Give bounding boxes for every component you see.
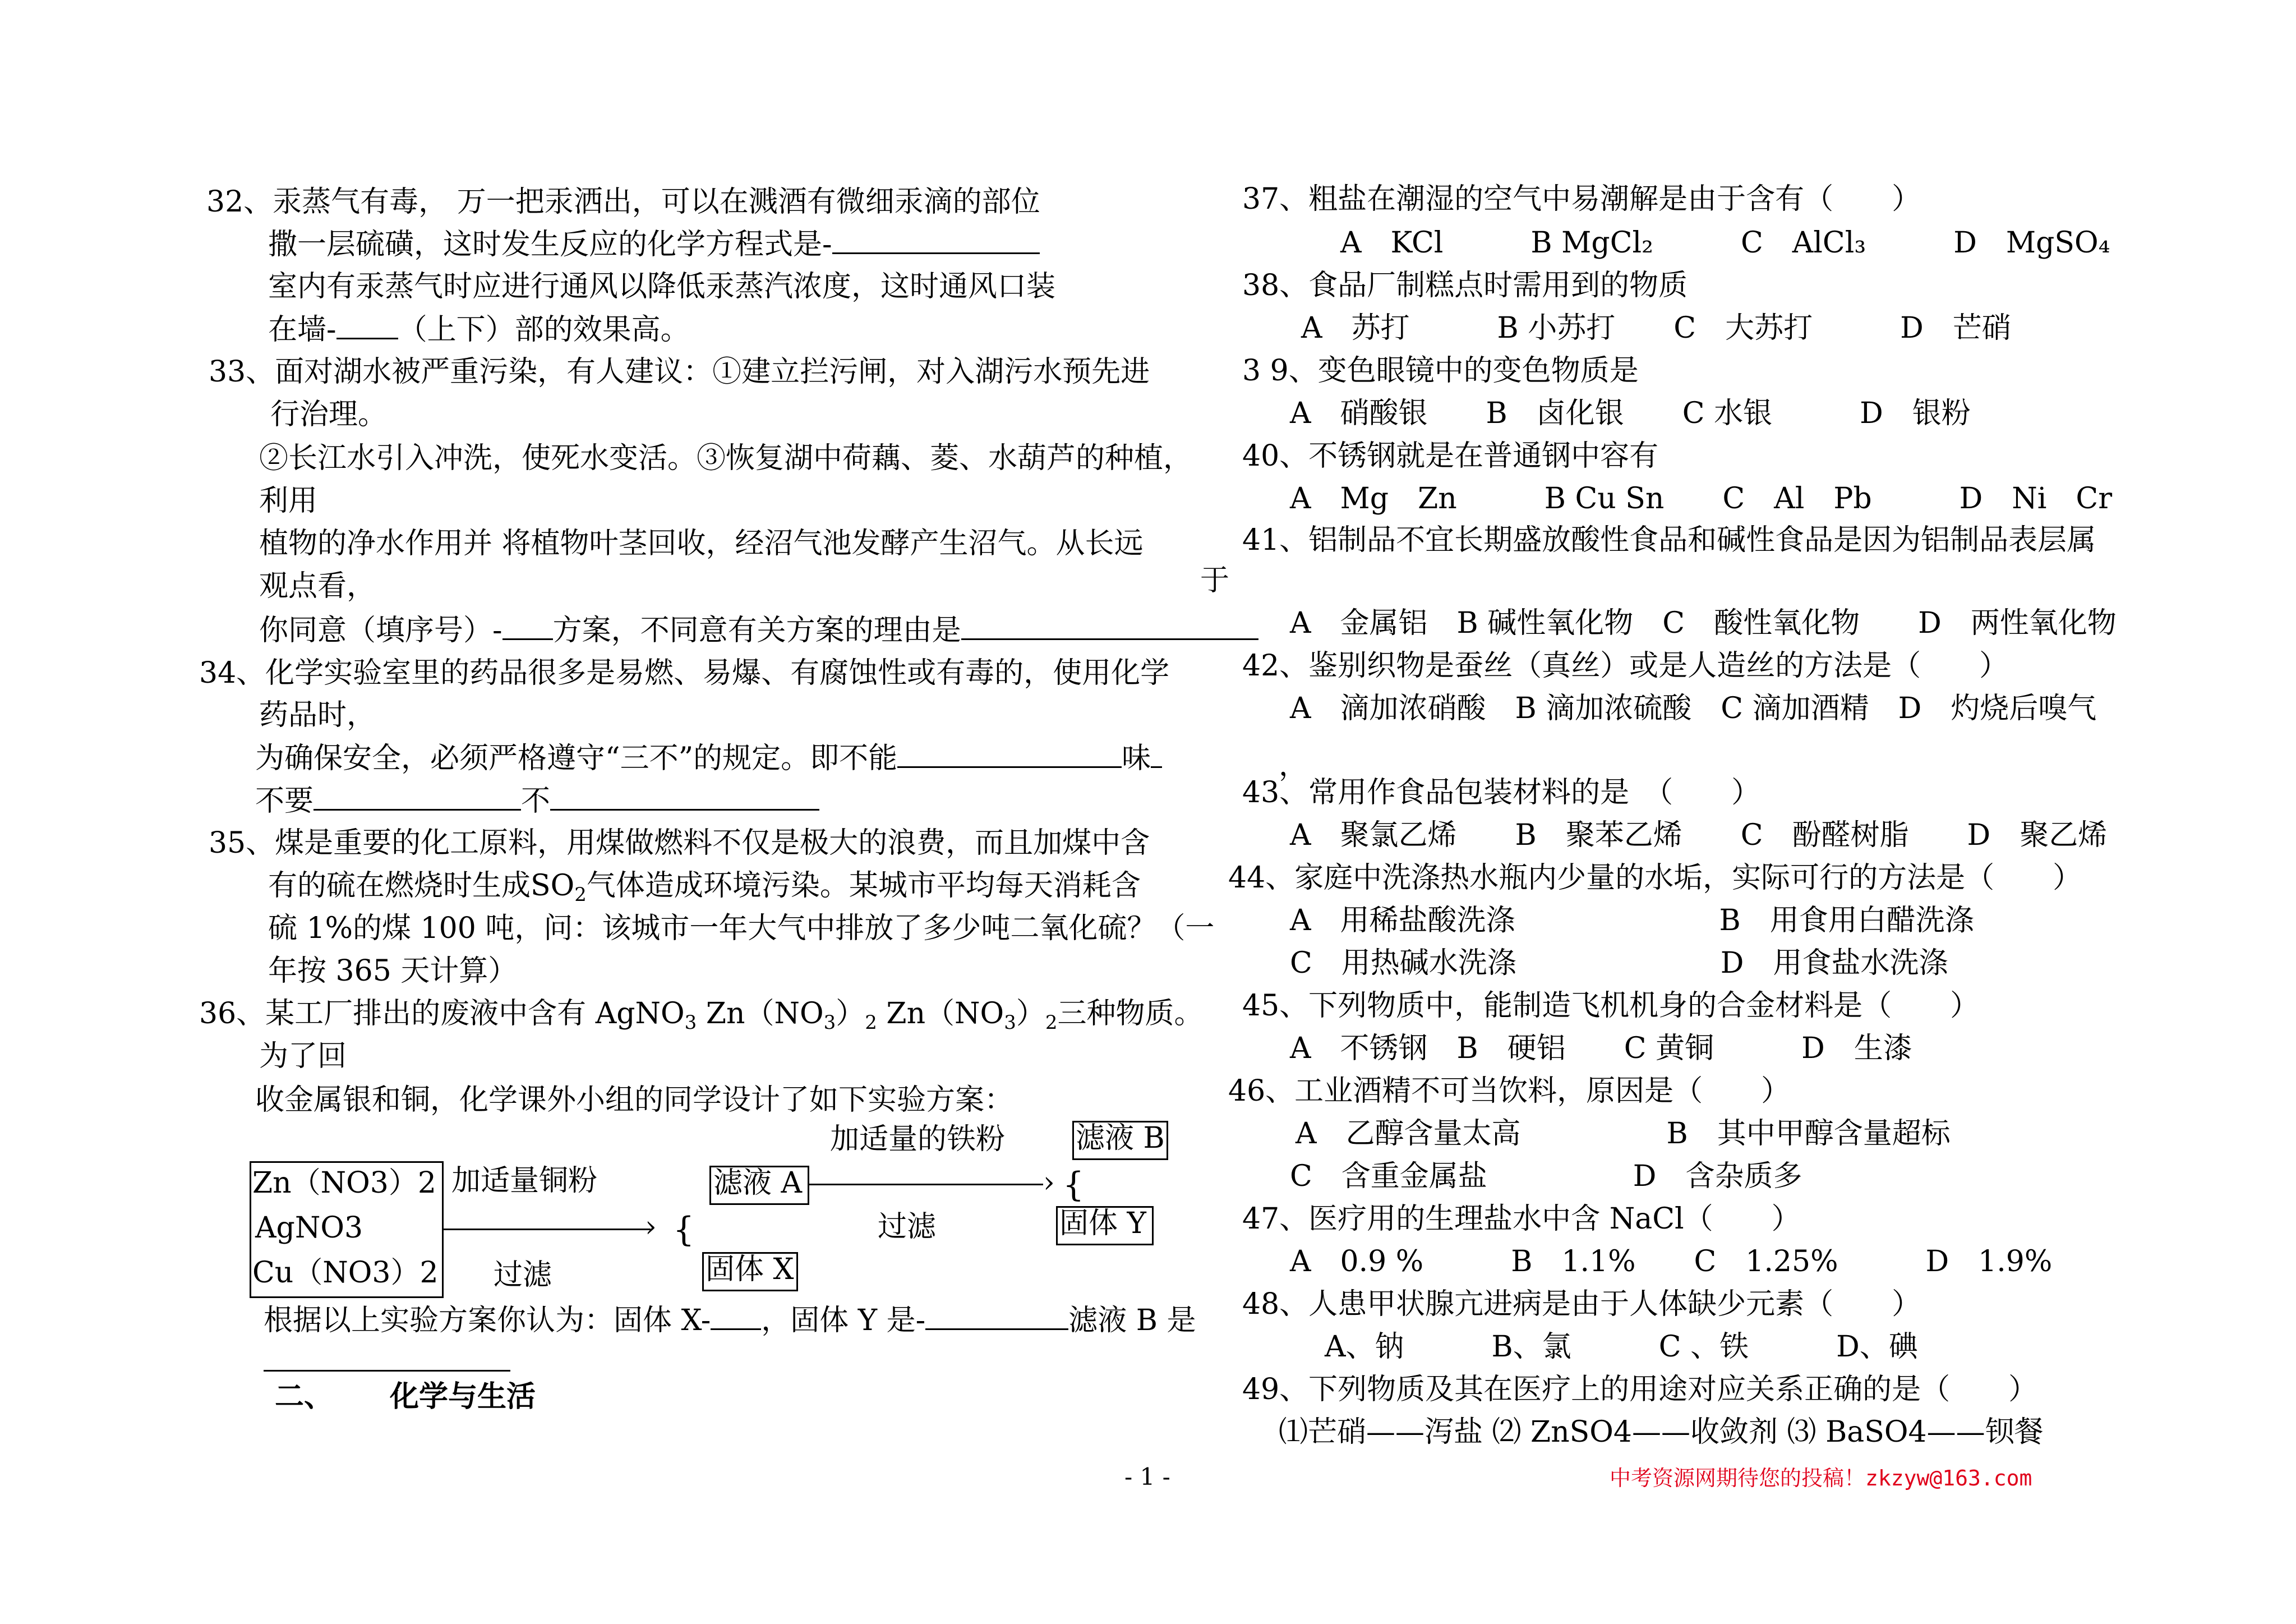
q36-conclusion-a: 根据以上实验方案你认为：固体 X- [264, 1304, 711, 1337]
arrow-head-1: › [645, 1210, 657, 1244]
q41-options: A 金属铝 B 碱性氧化物 C 酸性氧化物 D 两性氧化物 [1290, 606, 2117, 640]
filtrate-b: 滤液 B [1076, 1121, 1165, 1155]
answer-blank [502, 610, 553, 640]
q36-line1-e: ） [1016, 997, 1045, 1030]
q37: 37、粗盐在潮湿的空气中易潮解是由于含有（ ） [1242, 182, 1921, 216]
arrow-line-2 [808, 1184, 1043, 1185]
q46-options-2: C 含重金属盐 D 含杂质多 [1290, 1160, 1802, 1193]
q35-line3: 硫 1%的煤 100 吨，问：该城市一年大气中排放了多少吨二氧化硫？（一 [268, 912, 1215, 945]
q35-line2-a: 有的硫在燃烧时生成 [268, 869, 531, 903]
answer-blank [711, 1300, 761, 1330]
q34-line2: 药品时， [259, 698, 376, 732]
q47-options: A 0.9 % B 1.1% C 1.25% D 1.9% [1290, 1245, 2053, 1278]
q36-line3: 收金属银和铜，化学课外小组的同学设计了如下实验方案： [255, 1083, 1014, 1117]
brace-1: { [673, 1210, 695, 1249]
solid-x: 固体 X [706, 1253, 794, 1286]
subscript: 3 [684, 1011, 697, 1034]
add-iron-label: 加适量的铁粉 [830, 1122, 1006, 1156]
q36-conclusion-b: ，固体 Y 是- [761, 1304, 926, 1337]
answer-blank [961, 610, 1258, 640]
q34-line1: 34、化学实验室里的药品很多是易燃、易爆、有腐蚀性或有毒的，使用化学 [199, 656, 1170, 690]
q32-line2 [268, 224, 1040, 264]
q33-line7-b: 方案，不同意有关方案的理由是 [552, 614, 961, 647]
subscript: 2 [1045, 1011, 1058, 1034]
q42: 42、鉴别织物是蚕丝（真丝）或是人造丝的方法是（ ） [1242, 649, 2009, 683]
add-copper-label: 加适量铜粉 [451, 1164, 598, 1198]
q39: 3 9、变色眼镜中的变色物质是 [1242, 354, 1639, 388]
q33-line7-a: 你同意（填序号）- [259, 614, 502, 647]
subscript: 3 [1004, 1011, 1016, 1034]
q33-line1: 33、面对湖水被严重污染，有人建议：①建立拦污闸，对入湖污水预先进 [209, 355, 1150, 389]
q39-options: A 硝酸银 B 卤化银 C 水银 D 银粉 [1290, 397, 1971, 430]
q48-options: A、钠 B、氯 C 、铁 D、碘 [1295, 1330, 1918, 1364]
answer-blank [336, 310, 398, 339]
q38-options: A 苏打 B 小苏打 C 大苏打 D 芒硝 [1301, 311, 2011, 345]
so2-subscript: 2 [574, 884, 587, 906]
q43-options: A 聚氯乙烯 B 聚苯乙烯 C 酚醛树脂 D 聚乙烯 [1290, 818, 2108, 852]
q33-line3: ②长江水引入冲洗，使死水变活。③恢复湖中荷藕、菱、水葫芦的种植， [259, 441, 1193, 475]
q35-line4: 年按 365 天计算） [268, 954, 518, 988]
q33-line7 [259, 610, 1258, 650]
q34-line3-b: 味 [1122, 742, 1151, 775]
box-line-3: Cu（NO3）2 [252, 1256, 439, 1290]
q36-conclusion-c: 滤液 B 是 [1068, 1304, 1196, 1337]
q48: 48、人患甲状腺亢进病是由于人体缺少元素（ ） [1242, 1287, 1921, 1321]
arrow-line-1 [443, 1229, 651, 1230]
answer-blank [925, 1300, 1068, 1330]
q36-line1-d: Zn（NO [877, 997, 1004, 1030]
q36-line1 [199, 994, 1204, 1042]
filtrate-a: 滤液 A [713, 1166, 803, 1200]
section-number: 二、 [275, 1380, 334, 1414]
q32-line3: 室内有汞蒸气时应进行通风以降低汞蒸汽浓度，这时通风口装 [268, 270, 1056, 303]
q34-line3 [255, 738, 1162, 778]
q36-line1-f: 三种物质。 [1057, 997, 1204, 1030]
q33-line2: 行治理。 [270, 398, 388, 431]
q33-line4: 利用 [259, 484, 318, 518]
q41: 41、铝制品不宜长期盛放酸性食品和碱性食品是因为铝制品表层属 [1242, 523, 2096, 557]
q46-options-1: A 乙醇含量太高 B 其中甲醇含量超标 [1295, 1117, 1951, 1151]
q32-line2-text: 撒一层硫磺，这时发生反应的化学方程式是- [268, 228, 832, 261]
q32-line4 [268, 310, 690, 349]
q42-options: A 滴加浓硝酸 B 滴加浓硫酸 C 滴加酒精 D 灼烧后嗅气 [1290, 692, 2097, 725]
box-line-1: Zn（NO3）2 [252, 1166, 436, 1200]
q47: 47、医疗用的生理盐水中含 NaCl（ ） [1242, 1202, 1801, 1236]
footer-contribution-note: 中考资源网期待您的投稿！zkzyw@163.com [1610, 1466, 2032, 1490]
so2-formula: SO [531, 869, 575, 903]
answer-blank [832, 224, 1040, 254]
section-title: 化学与生活 [390, 1380, 536, 1414]
q36-conclusion [264, 1300, 1196, 1340]
stray-character: 于 [1200, 564, 1230, 597]
q32-line4-a: 在墙- [268, 313, 336, 347]
q43: 43、常用作食品包装材料的是 （ ） [1242, 776, 1761, 809]
q35-line1: 35、煤是重要的化工原料，用煤做燃料不仅是极大的浪费，而且加煤中含 [209, 826, 1150, 860]
q37-options: A KCl B MgCl₂ C AlCl₃ D MgSO₄ [1340, 226, 2110, 260]
q44: 44、家庭中洗涤热水瓶内少量的水垢，实际可行的方法是（ ） [1228, 861, 2082, 895]
answer-blank [550, 781, 819, 811]
filter-label-2: 过滤 [878, 1210, 937, 1244]
stray-comma: ， [1279, 749, 1308, 783]
q34-line4-a: 不要 [255, 784, 314, 818]
q44-options-2: C 用热碱水洗涤 D 用食盐水洗涤 [1290, 946, 1948, 980]
q36-line1-a: 36、某工厂排出的废液中含有 AgNO [199, 997, 685, 1030]
answer-blank [1151, 738, 1162, 768]
q34-line3-a: 为确保安全，必须严格遵守“三不”的规定。即不能 [255, 742, 898, 775]
q36-line2: 为了回 [259, 1039, 347, 1073]
q44-options-1: A 用稀盐酸洗涤 B 用食用白醋洗涤 [1290, 904, 1974, 937]
solid-y: 固体 Y [1059, 1207, 1146, 1240]
q49-options: ⑴芒硝——泻盐 ⑵ ZnSO4——收敛剂 ⑶ BaSO4——钡餐 [1279, 1415, 2044, 1449]
answer-blank [313, 781, 521, 811]
q34-line4-b: 不 [521, 784, 551, 818]
box-line-2: AgNO3 [255, 1211, 363, 1245]
q46: 46、工业酒精不可当饮料，原因是（ ） [1228, 1074, 1791, 1108]
brace-2: { [1063, 1165, 1085, 1204]
answer-blank [897, 738, 1122, 768]
q33-line5: 植物的净水作用并 将植物叶茎回收，经沼气池发酵产生沼气。从长远 [259, 527, 1144, 560]
page-number: - 1 - [1124, 1463, 1170, 1490]
q35-line2 [268, 866, 1141, 914]
q33-line6: 观点看， [259, 569, 376, 603]
q45-options: A 不锈钢 B 硬铝 C 黄铜 D 生漆 [1290, 1032, 1912, 1065]
q38: 38、食品厂制糕点时需用到的物质 [1242, 269, 1688, 302]
q36-line1-c: ） [836, 997, 865, 1030]
subscript: 2 [865, 1011, 877, 1034]
q40-options: A Mg Zn B Cu Sn C Al Pb D Ni Cr [1290, 482, 2113, 516]
arrow-head-2: › [1043, 1166, 1055, 1199]
q49: 49、下列物质及其在医疗上的用途对应关系正确的是（ ） [1242, 1373, 2038, 1406]
q32-line4-b: （上下）部的效果高。 [398, 313, 690, 347]
q34-line4 [255, 781, 819, 821]
q35-line2-b: 气体造成环境污染。某城市平均每天消耗含 [586, 869, 1141, 903]
filter-label-1: 过滤 [494, 1258, 552, 1292]
q45: 45、下列物质中，能制造飞机机身的合金材料是（ ） [1242, 989, 1980, 1023]
q32-line1: 32、汞蒸气有毒， 万一把汞洒出，可以在溅酒有微细汞滴的部位 [206, 185, 1040, 219]
q36-line1-b: Zn（NO [697, 997, 824, 1030]
subscript: 3 [823, 1011, 836, 1034]
q40: 40、不锈钢就是在普通钢中容有 [1242, 439, 1659, 473]
answer-line [264, 1370, 510, 1372]
